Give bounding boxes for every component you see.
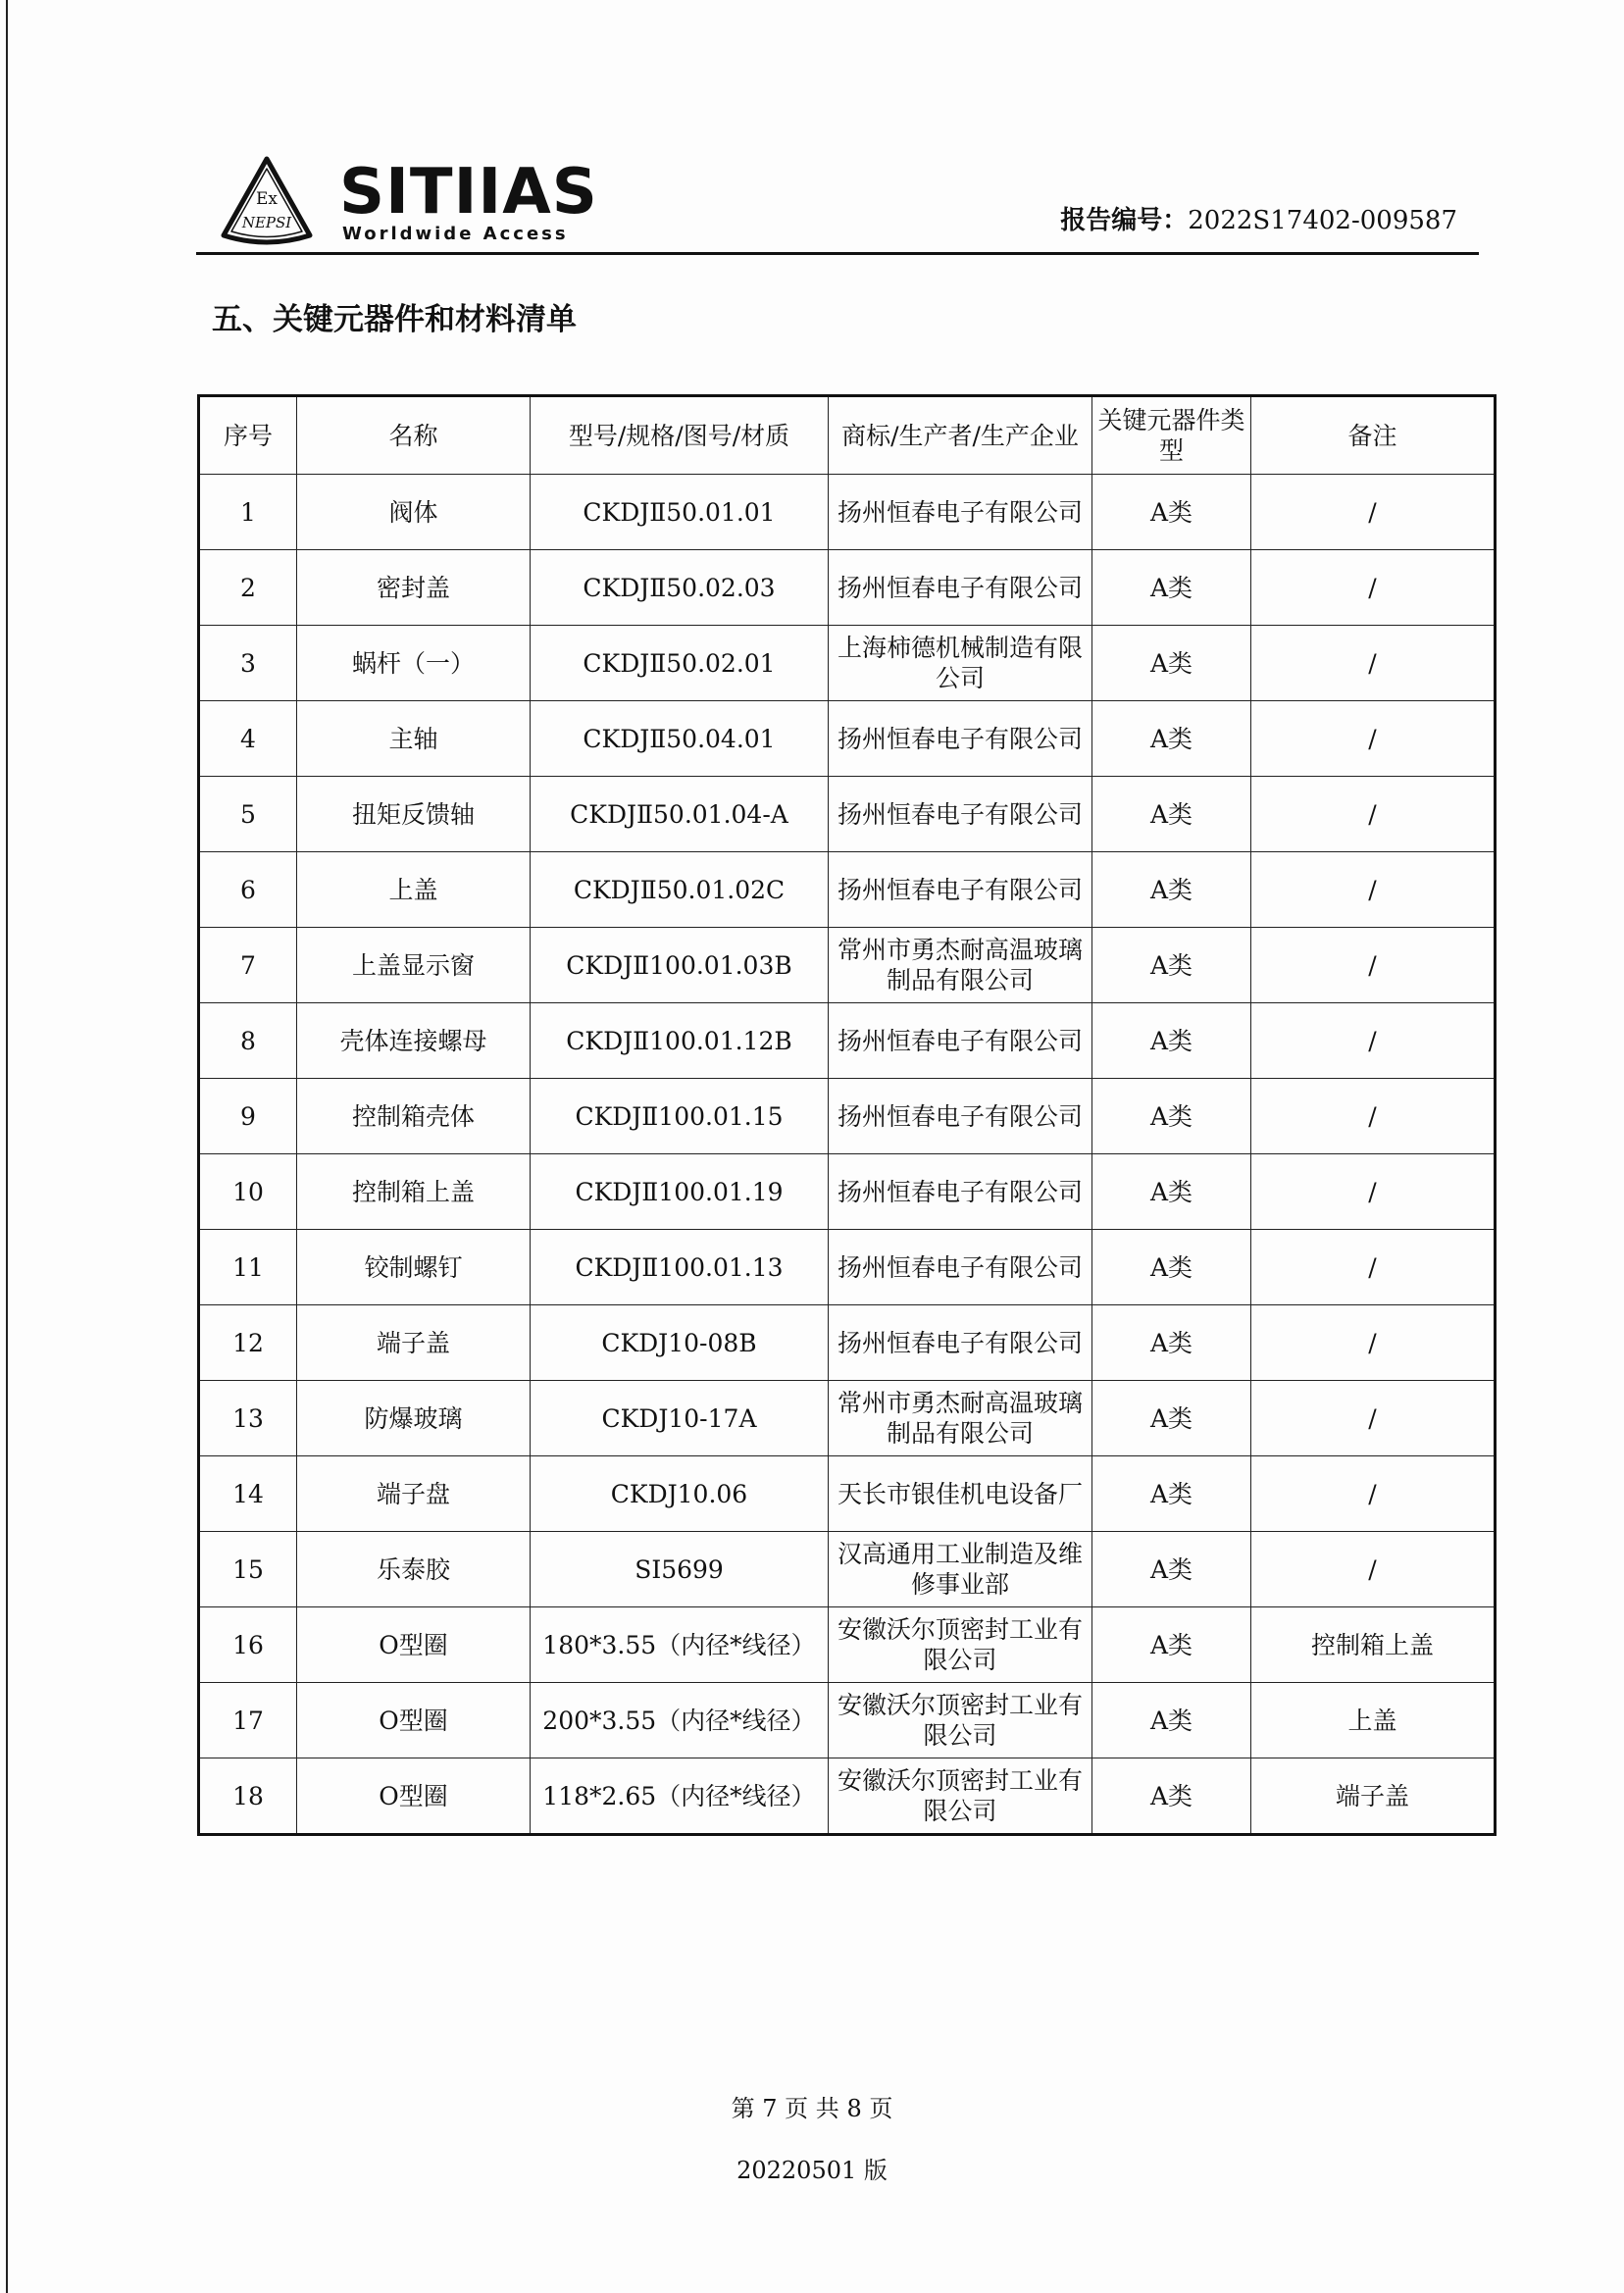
cell-index: 9 [199, 1079, 297, 1154]
cell-manufacturer: 扬州恒春电子有限公司 [829, 1079, 1092, 1154]
cell-type: A类 [1092, 777, 1251, 852]
cell-name: 密封盖 [297, 550, 531, 626]
cell-index: 4 [199, 701, 297, 777]
cell-type: A类 [1092, 1758, 1251, 1835]
column-header-name: 名称 [297, 396, 531, 475]
cell-manufacturer: 常州市勇杰耐高温玻璃制品有限公司 [829, 928, 1092, 1003]
cell-remark: / [1251, 550, 1496, 626]
cell-name: 端子盖 [297, 1305, 531, 1381]
cell-manufacturer: 安徽沃尔顶密封工业有限公司 [829, 1758, 1092, 1835]
cell-type: A类 [1092, 550, 1251, 626]
document-version: 20220501 版 [736, 2157, 888, 2184]
cell-name: 主轴 [297, 701, 531, 777]
cell-remark: / [1251, 852, 1496, 928]
table-row [199, 1607, 1496, 1683]
page-number: 第 7 页 共 8 页 [731, 2095, 893, 2122]
cell-name: 扭矩反馈轴 [297, 777, 531, 852]
cell-type: A类 [1092, 1532, 1251, 1607]
cell-remark: 控制箱上盖 [1251, 1607, 1496, 1683]
cell-model: CKDJⅡ50.01.01 [531, 475, 829, 550]
cell-name: 壳体连接螺母 [297, 1003, 531, 1079]
cell-model: CKDJⅡ50.02.01 [531, 626, 829, 701]
cell-type: A类 [1092, 1607, 1251, 1683]
header-divider [196, 252, 1479, 255]
table-row [199, 1381, 1496, 1456]
cell-name: 上盖显示窗 [297, 928, 531, 1003]
cell-manufacturer: 扬州恒春电子有限公司 [829, 550, 1092, 626]
cell-index: 8 [199, 1003, 297, 1079]
cell-name: 铰制螺钉 [297, 1230, 531, 1305]
cell-type: A类 [1092, 1154, 1251, 1230]
components-table [197, 394, 1497, 1836]
cell-model: CKDJⅡ100.01.15 [531, 1079, 829, 1154]
cell-type: A类 [1092, 1456, 1251, 1532]
cell-model: CKDJⅡ100.01.19 [531, 1154, 829, 1230]
column-header-manufacturer: 商标/生产者/生产企业 [829, 396, 1092, 475]
table-row [199, 1758, 1496, 1835]
cell-name: 控制箱壳体 [297, 1079, 531, 1154]
cell-type: A类 [1092, 1683, 1251, 1758]
cell-name: 上盖 [297, 852, 531, 928]
brand-wordmark: SITIIAS [339, 156, 598, 229]
cell-model: CKDJⅡ50.01.04-A [531, 777, 829, 852]
cell-name: 乐泰胶 [297, 1532, 531, 1607]
cell-manufacturer: 扬州恒春电子有限公司 [829, 852, 1092, 928]
table-header-row [199, 396, 1496, 475]
table-row [199, 1230, 1496, 1305]
table-row [199, 1683, 1496, 1758]
cell-name: 阀体 [297, 475, 531, 550]
cell-model: CKDJⅡ50.04.01 [531, 701, 829, 777]
cell-type: A类 [1092, 852, 1251, 928]
cell-model: CKDJ10-17A [531, 1381, 829, 1456]
report-number-label: 报告编号： [1060, 206, 1189, 235]
table-row [199, 777, 1496, 852]
cell-index: 7 [199, 928, 297, 1003]
table-row [199, 1154, 1496, 1230]
cell-remark: / [1251, 1456, 1496, 1532]
cell-remark: / [1251, 475, 1496, 550]
cell-manufacturer: 汉高通用工业制造及维修事业部 [829, 1532, 1092, 1607]
column-header-model: 型号/规格/图号/材质 [531, 396, 829, 475]
column-header-remark: 备注 [1251, 396, 1496, 475]
cell-remark: / [1251, 777, 1496, 852]
cell-remark: / [1251, 1154, 1496, 1230]
brand-tagline: Worldwide Access [342, 224, 569, 244]
table-row [199, 852, 1496, 928]
cell-type: A类 [1092, 1230, 1251, 1305]
report-number-value: 2022S17402-009587 [1188, 206, 1457, 235]
cell-model: CKDJⅡ100.01.03B [531, 928, 829, 1003]
cell-remark: / [1251, 1003, 1496, 1079]
table-row [199, 1532, 1496, 1607]
table-row [199, 550, 1496, 626]
cell-manufacturer: 扬州恒春电子有限公司 [829, 777, 1092, 852]
cell-index: 10 [199, 1154, 297, 1230]
cell-remark: / [1251, 1305, 1496, 1381]
cell-model: 118*2.65（内径*线径） [531, 1758, 829, 1835]
cell-manufacturer: 扬州恒春电子有限公司 [829, 1305, 1092, 1381]
cell-type: A类 [1092, 475, 1251, 550]
cell-index: 18 [199, 1758, 297, 1835]
cell-type: A类 [1092, 1381, 1251, 1456]
cell-model: CKDJ10.06 [531, 1456, 829, 1532]
cell-type: A类 [1092, 701, 1251, 777]
cell-type: A类 [1092, 1079, 1251, 1154]
table-row [199, 928, 1496, 1003]
cell-index: 16 [199, 1607, 297, 1683]
column-header-index: 序号 [199, 396, 297, 475]
cell-type: A类 [1092, 626, 1251, 701]
cell-index: 2 [199, 550, 297, 626]
cell-index: 5 [199, 777, 297, 852]
cell-name: 控制箱上盖 [297, 1154, 531, 1230]
table-row [199, 1456, 1496, 1532]
cell-manufacturer: 扬州恒春电子有限公司 [829, 1154, 1092, 1230]
cell-manufacturer: 安徽沃尔顶密封工业有限公司 [829, 1607, 1092, 1683]
cell-model: CKDJⅡ50.02.03 [531, 550, 829, 626]
cell-index: 15 [199, 1532, 297, 1607]
cell-manufacturer: 扬州恒春电子有限公司 [829, 1230, 1092, 1305]
cell-type: A类 [1092, 1003, 1251, 1079]
cell-model: CKDJ10-08B [531, 1305, 829, 1381]
cell-remark: / [1251, 1079, 1496, 1154]
cell-manufacturer: 扬州恒春电子有限公司 [829, 1003, 1092, 1079]
section-title: 五、关键元器件和材料清单 [212, 302, 577, 337]
cell-model: CKDJⅡ100.01.13 [531, 1230, 829, 1305]
cell-model: SI5699 [531, 1532, 829, 1607]
table-body [199, 475, 1496, 1835]
table-row [199, 626, 1496, 701]
cell-name: O型圈 [297, 1758, 531, 1835]
cell-manufacturer: 常州市勇杰耐高温玻璃制品有限公司 [829, 1381, 1092, 1456]
cell-index: 12 [199, 1305, 297, 1381]
seal-text-nepsi: NEPSI [241, 214, 292, 231]
table-row [199, 1003, 1496, 1079]
cell-model: CKDJⅡ100.01.12B [531, 1003, 829, 1079]
cell-name: 蜗杆（一） [297, 626, 531, 701]
cell-index: 1 [199, 475, 297, 550]
cell-index: 13 [199, 1381, 297, 1456]
table-row [199, 475, 1496, 550]
cell-remark: / [1251, 1230, 1496, 1305]
scan-edge [6, 0, 8, 2293]
cell-name: 端子盘 [297, 1456, 531, 1532]
cell-index: 6 [199, 852, 297, 928]
cell-name: 防爆玻璃 [297, 1381, 531, 1456]
cell-manufacturer: 安徽沃尔顶密封工业有限公司 [829, 1683, 1092, 1758]
cell-remark: / [1251, 1532, 1496, 1607]
cell-type: A类 [1092, 1305, 1251, 1381]
cell-name: O型圈 [297, 1607, 531, 1683]
cell-remark: / [1251, 928, 1496, 1003]
table-row [199, 1079, 1496, 1154]
seal-text-ex: Ex [256, 189, 278, 209]
cell-model: 180*3.55（内径*线径） [531, 1607, 829, 1683]
cell-model: 200*3.55（内径*线径） [531, 1683, 829, 1758]
report-number [1060, 200, 1457, 236]
cell-remark: / [1251, 1381, 1496, 1456]
cell-remark: 上盖 [1251, 1683, 1496, 1758]
cell-model: CKDJⅡ50.01.02C [531, 852, 829, 928]
cell-remark: / [1251, 701, 1496, 777]
cell-remark: 端子盖 [1251, 1758, 1496, 1835]
cell-index: 3 [199, 626, 297, 701]
cell-manufacturer: 扬州恒春电子有限公司 [829, 701, 1092, 777]
column-header-type: 关键元器件类型 [1092, 396, 1251, 475]
table-row [199, 1305, 1496, 1381]
cell-index: 14 [199, 1456, 297, 1532]
cell-type: A类 [1092, 928, 1251, 1003]
cell-remark: / [1251, 626, 1496, 701]
cell-index: 17 [199, 1683, 297, 1758]
nepsi-seal-logo [218, 155, 316, 249]
cell-name: O型圈 [297, 1683, 531, 1758]
cell-manufacturer: 扬州恒春电子有限公司 [829, 475, 1092, 550]
table-row [199, 701, 1496, 777]
cell-index: 11 [199, 1230, 297, 1305]
cell-manufacturer: 上海柿德机械制造有限公司 [829, 626, 1092, 701]
cell-manufacturer: 天长市银佳机电设备厂 [829, 1456, 1092, 1532]
